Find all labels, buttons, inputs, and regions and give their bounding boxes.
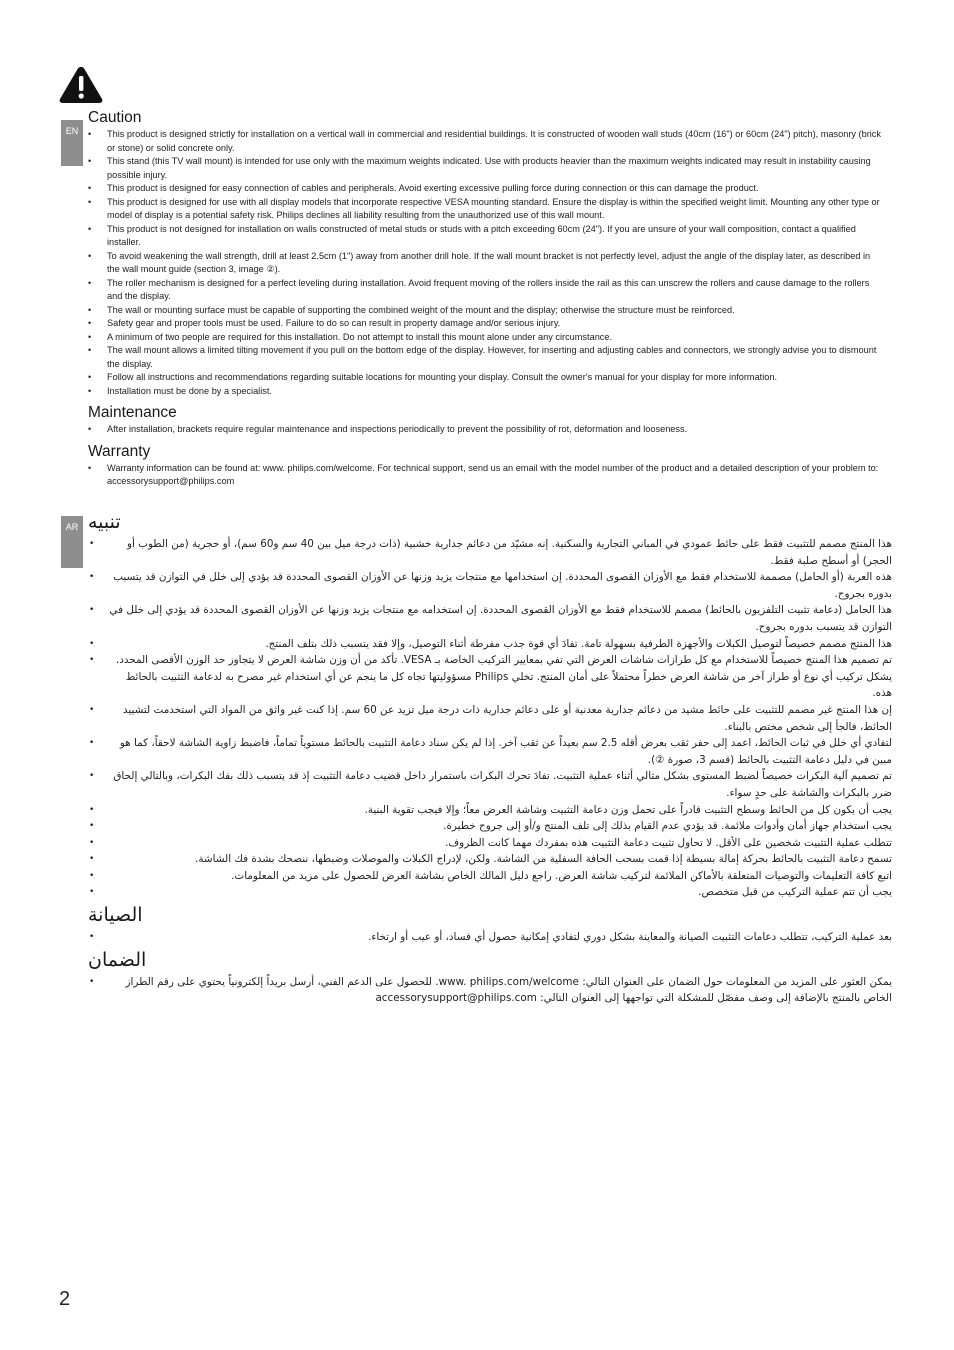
list-item: • To avoid weakening the wall strength, drill at least 2.5cm (1") away from another drill hole. If the wall mount bracket is not perfectly level, adjust the angle of the display later, as described in the wall mount guide (section 3, image ②).	[88, 250, 882, 277]
warranty-list-ar	[88, 974, 892, 1007]
list-item: تتطلب عملية التثبيت شخصين على الأقل. لا تحاول تثبيت دعامة التثبيت هذه بمفردك مهما كانت الظروف. •	[88, 835, 892, 852]
list-item: يجب استخدام جهاز أمان وأدوات ملائمة. قد يؤدي عدم القيام بذلك إلى تلف المنتج و/أو إلى جروح خطيرة. •	[88, 818, 892, 835]
list-item: اتبع كافة التعليمات والتوصيات المتعلقة بالأماكن الملائمة لتركيب شاشة العرض. راجع دليل المالك الخاص بشاشة العرض للحصول على مزيد من المعلومات. •	[88, 868, 892, 885]
list-item: • This stand (this TV wall mount) is intended for use only with the maximum weights indicated. Use with products heavier than the maximum weights indicated may result in instability causing possible injury.	[88, 155, 882, 182]
list-item: • The roller mechanism is designed for a perfect leveling during installation. Avoid frequent moving of the rollers inside the rail as this can unscrew the rollers and cause damage to the rollers and the display.	[88, 277, 882, 304]
list-item: • Warranty information can be found at: www. philips.com/welcome. For technical support, send us an email with the model number of the product and a detailed description of your problem to: accessorysupport@philips.com	[88, 462, 882, 489]
maintenance-list	[88, 423, 882, 437]
maintenance-heading-ar: الصيانة	[88, 904, 143, 927]
page-number: 2	[59, 1288, 71, 1310]
warranty-list	[88, 462, 882, 489]
list-item: • This product is not designed for installation on walls constructed of metal studs or studs with a pitch exceeding 60cm (24"). If you are unsure of your wall composition, contact a qualified installer.	[88, 223, 882, 250]
list-item: • This product is designed strictly for installation on a vertical wall in commercial and residential buildings. It is constructed of wooden wall studs (40cm (16") or 60cm (24") pitch), masonry (brick or stone) or solid concrete only.	[88, 128, 882, 155]
list-item: تم تصميم آلية البكرات خصيصاً لضبط المستوى بشكل مثالي أثناء عملية التثبيت. تفادَ تحرك البكرات باستمرار داخل قضيب دعامة التثبيت إذ قد يتسبب ذلك بفك البكرات، وبالتالي إلحاق ضرر بالبكرات والشاشة على حدٍ سواء. •	[88, 768, 892, 801]
list-item: • The wall mount allows a limited tilting movement if you pull on the bottom edge of the display. However, for inserting and adjusting cables and connectors, we strongly advise you to dismount the display.	[88, 344, 882, 371]
list-item: • A minimum of two people are required for this installation. Do not attempt to install this mount alone under any circumstance.	[88, 331, 882, 345]
list-item: تسمح دعامة التثبيت بالحائط بحركة إمالة بسيطة إذا قمت بسحب الحافة السفلية من الشاشة. ولكن، لإدراج الكبلات والموصلات وضبطها، ننصحك بشدة فك الشاشة. •	[88, 851, 892, 868]
maintenance-heading: Maintenance	[88, 404, 177, 421]
list-item: • Follow all instructions and recommendations regarding suitable locations for mounting your display. Consult the owner's manual for your display for more information.	[88, 371, 882, 385]
caution-heading-ar: تنبيه	[88, 511, 121, 533]
language-tab-ar: AR	[61, 516, 83, 568]
list-item: يمكن العثور على المزيد من المعلومات حول الضمان على العنوان التالي: www. philips.com/welcome. للحصول على الدعم الفني، أرسل بريداً إلكترونياً يحتوي على رقم الطراز الخاص بالمنتج بالإضافة إلى وصف مفصّل للمشكلة التي تواجهها إلى العنوان التالي: accessorysupport@philips.com •	[88, 974, 892, 1007]
english-section	[88, 109, 882, 489]
list-item: • Installation must be done by a specialist.	[88, 385, 882, 399]
caution-list-ar	[88, 536, 892, 901]
maintenance-list-ar	[88, 929, 892, 946]
list-item: • This product is designed for use with all display models that incorporate respective VESA mounting standard. Ensure the display is within the specified weight limit. Mounting any other type or model of display is a potential safety risk. Philips declines all liability resulting from the unauthorized use of this wall mount.	[88, 196, 882, 223]
list-item: • Safety gear and proper tools must be used. Failure to do so can result in property damage and/or serious injury.	[88, 317, 882, 331]
list-item: • The wall or mounting surface must be capable of supporting the combined weight of the mount and the display; otherwise the structure must be reinforced.	[88, 304, 882, 318]
language-tab-en: EN	[61, 120, 83, 166]
list-item: يجب أن تتم عملية التركيب من قبل متخصص. •	[88, 884, 892, 901]
list-item: هذا المنتج مصمم للتثبيت فقط على حائط عمودي في المباني التجارية والسكنية. إنه مشيّد من دعائم جدارية خشبية (ذات درجة ميل بين 40 سم و60 سم)، أو حجرية (من الطوب أو الحجر) أو أسطح صلبة فقط. •	[88, 536, 892, 569]
warranty-heading-ar: الضمان	[88, 948, 147, 971]
list-item: لتفادي أي خلل في ثبات الحائط، اعمد إلى حفر ثقب بعرض أقله 2.5 سم بعيداً عن ثقب آخر. إذا لم يكن سناد دعامة التثبيت بالحائط مستوياً تماماً، فاضبط زاوية الشاشة لاحقاً، كما هو مبين في دليل دعامة التثبيت بالحائط (قسم 3، صورة ②). •	[88, 735, 892, 768]
caution-heading: Caution	[88, 109, 142, 126]
arabic-section	[88, 508, 892, 1007]
list-item: إن هذا المنتج غير مصمم للتثبيت على حائط مشيد من دعائم جدارية معدنية أو على دعائم جدارية ذات درجة ميل تزيد عن 60 سم. إذا كنت غير واثق من المواد التي استخدمت لتشييد الحائط، فالجأ إلى شخص مختص بالبناء. •	[88, 702, 892, 735]
caution-list	[88, 128, 882, 398]
warning-triangle-icon	[59, 66, 103, 104]
list-item: تم تصميم هذا المنتج خصيصاً للاستخدام مع كل طرازات شاشات العرض التي تفي بمعايير التركيب الخاصة بـ VESA. تأكد من أن وزن شاشة العرض لا يتجاوز حد الوزن الأقصى المحدد. يشكل تركيب أي نوع أو طراز آخر من شاشة العرض خطراً محتملاً على أمان المنتج. تخلي Philips مسؤوليتها تجاه كل ما ينجم عن أي استخدام غير مصرح به لدعامة التثبيت بالحائط هذه. •	[88, 652, 892, 702]
list-item: • After installation, brackets require regular maintenance and inspections periodically to prevent the possibility of rot, deformation and looseness.	[88, 423, 882, 437]
list-item: هذه العربة (أو الحامل) مصممة للاستخدام فقط مع الأوزان القصوى المحددة. إن استخدامها مع منتجات يزيد وزنها عن الأوزان القصوى المحددة قد يؤدي إلى خلل في التوازن قد يتسبب بدوره بجروح. •	[88, 569, 892, 602]
list-item: يجب أن يكون كل من الحائط وسطح التثبيت قادراً على تحمل وزن دعامة التثبيت وشاشة العرض معاً؛ وإلا فيجب تقوية البنية. •	[88, 802, 892, 819]
warranty-heading: Warranty	[88, 442, 151, 460]
list-item: بعد عملية التركيب، تتطلب دعامات التثبيت الصيانة والمعاينة بشكل دوري لتفادي إمكانية حصول أي فساد، أو عيب أو ارتخاء. •	[88, 929, 892, 946]
list-item: هذا المنتج مصمم خصيصاً لتوصيل الكبلات والأجهزة الطرفية بسهولة تامة. تفادَ أي قوة جذب مفرطة أثناء التوصيل، وإلا فقد يتسبب ذلك بتلف المنتج. •	[88, 636, 892, 653]
list-item: • This product is designed for easy connection of cables and peripherals. Avoid exerting excessive pulling force during connection or this can damage the product.	[88, 182, 882, 196]
list-item: هذا الحامل (دعامة تثبيت التلفزيون بالحائط) مصمم للاستخدام فقط مع الأوزان القصوى المحددة. إن استخدامه مع منتجات يزيد وزنها عن الأوزان القصوى المحددة قد يؤدي إلى خلل في التوازن قد يتسبب بدوره بجروح. •	[88, 602, 892, 635]
